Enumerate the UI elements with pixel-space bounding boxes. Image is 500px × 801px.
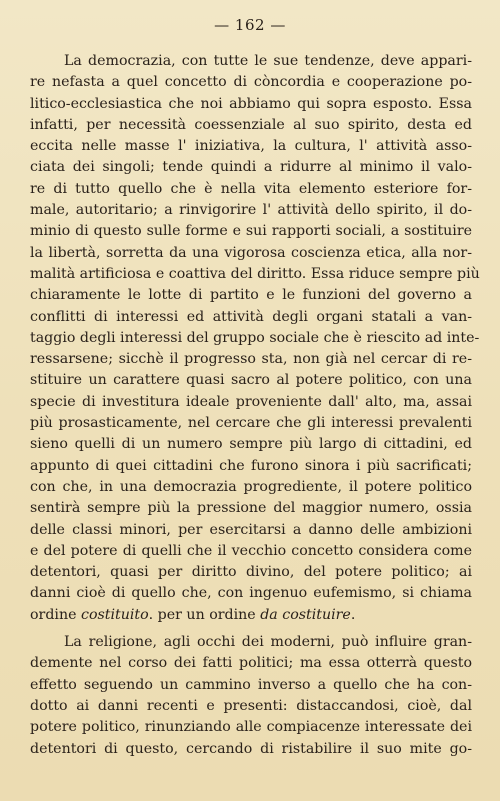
text-line: dotto ai danni recenti e presenti: distaccandosi, cioè, dal — [30, 697, 472, 714]
text-line: la libertà, sorretta da una vigorosa coscienza etica, alla nor- — [30, 244, 472, 261]
text-line: detentori di questo, cercando di ristabilire il suo mite go- — [30, 740, 472, 757]
text-line: delle classi minori, per esercitarsi a danno delle ambizioni — [30, 521, 472, 538]
text-line: appunto di quei cittadini che furono sinora i più sacrificati; — [30, 457, 472, 474]
text-line: detentori, quasi per diritto divino, del potere politico; ai — [30, 564, 472, 581]
text-line: sieno quelli di un numero sempre più largo di cittadini, ed — [30, 436, 472, 453]
text-line: con che, in una democrazia progrediente, il potere politico — [30, 478, 472, 495]
text-line: minio di questo sulle forme e sui rapporti sociali, a sostituire — [30, 223, 472, 240]
text-line: potere politico, rinunziando alle compiacenze interessate dei — [30, 719, 472, 736]
text-line: demente nel corso dei fatti politici; ma essa otterrà questo — [30, 655, 472, 672]
text-line: specie di investitura ideale proveniente dall' alto, ma, assai — [30, 393, 472, 410]
italic-term: costituito — [81, 606, 149, 623]
page-body — [30, 51, 480, 760]
italic-term: da costituire — [260, 606, 351, 623]
text-line: e del potere di quelli che il vecchio concetto considera come — [30, 542, 472, 559]
text-line: ressarsene; sicchè il progresso sta, non già nel cercar di re- — [30, 351, 472, 368]
text-fragment: . — [350, 606, 356, 623]
text-line: sentirà sempre più la pressione del maggior numero, ossia — [30, 500, 472, 517]
text-line: taggio degli interessi del gruppo sociale che è riescito ad inte- — [30, 329, 480, 346]
page-number: — 162 — — [214, 16, 286, 34]
text-fragment: ordine — [30, 606, 81, 623]
text-line: conflitti di interessi ed attività degli organi statali a van- — [30, 308, 472, 325]
text-fragment: . per un ordine — [148, 606, 261, 623]
text-line: litico-ecclesiastica che noi abbiamo qui sopra esposto. Essa — [30, 95, 472, 112]
text-line: stituire un carattere quasi sacro al potere politico, con una — [30, 372, 472, 389]
text-line: re di tutto quello che è nella vita elemento esteriore for- — [30, 180, 472, 197]
text-line: più prosasticamente, nel cercare che gli interessi prevalenti — [30, 415, 472, 432]
text-line: chiaramente le lotte di partito e le funzioni del governo a — [30, 287, 472, 304]
text-line: La democrazia, con tutte le sue tendenze, deve appari- — [64, 53, 472, 69]
text-line: malità artificiosa e coattiva del diritto. Essa riduce sempre più — [30, 265, 480, 282]
text-line: effetto seguendo un cammino inverso a quello che ha con- — [30, 676, 472, 693]
text-line: La religione, agli occhi dei moderni, può influire gran- — [64, 634, 472, 651]
text-line: ciata dei singoli; tende quindi a ridurre al minimo il valo- — [30, 159, 472, 176]
paragraph-religione — [30, 632, 472, 760]
text-line: infatti, per necessità coessenziale al suo spirito, desta ed — [30, 116, 472, 133]
text-line: re nefasta a quel concetto di còncordia e cooperazione po- — [30, 74, 472, 91]
text-line: danni cioè di quello che, con ingenuo eufemismo, si chiama — [30, 585, 472, 602]
text-line: male, autoritario; a rinvigorire l' attività dello spirito, il do- — [30, 202, 472, 219]
paragraph-democrazia — [30, 51, 480, 626]
text-line-final — [30, 605, 472, 626]
text-line: eccita nelle masse l' iniziativa, la cultura, l' attività asso- — [30, 138, 472, 155]
